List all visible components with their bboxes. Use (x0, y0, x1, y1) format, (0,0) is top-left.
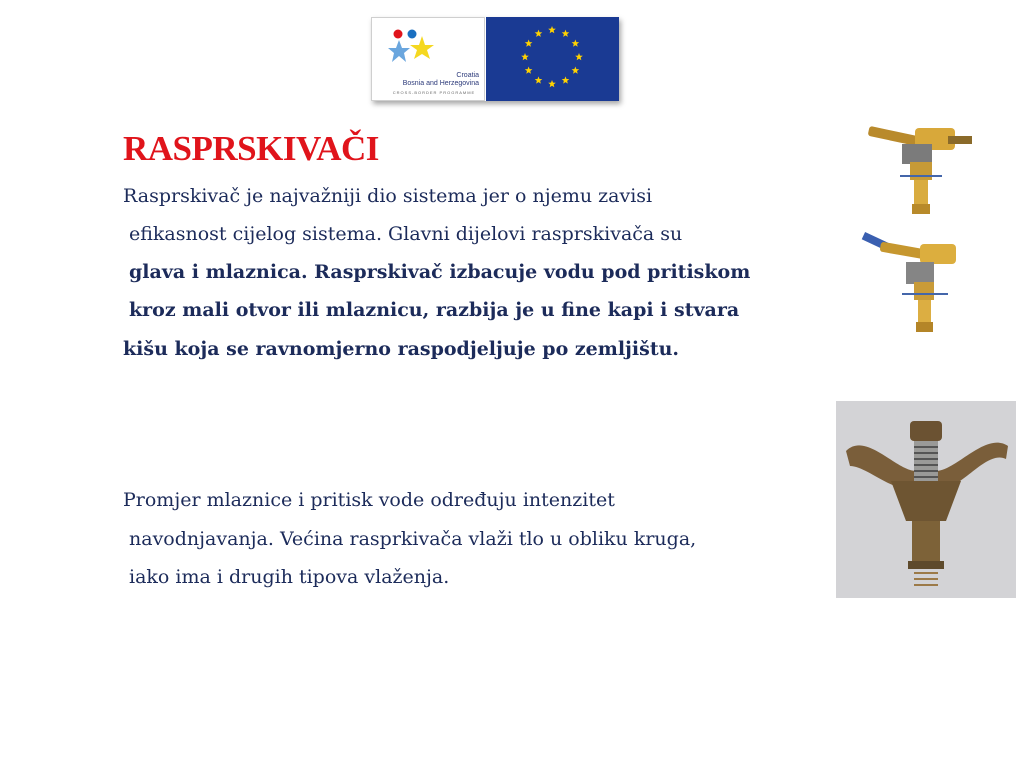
programme-country-1: Croatia (456, 72, 479, 79)
eu-star-icon (535, 76, 543, 83)
eu-star-icon (535, 30, 543, 37)
paragraph1-line-2: efikasnost cijelog sistema. Glavni dijelovi rasprskivača su (129, 223, 683, 245)
eu-star-icon (575, 53, 583, 60)
eu-star-icon (572, 67, 580, 74)
eu-star-icon (572, 40, 580, 47)
paragraph2-line-1: Promjer mlaznice i pritisk vode određuju intenzitet (123, 489, 615, 511)
programme-countries (384, 72, 479, 88)
paragraph1-line-4: kroz mali otvor ili mlaznicu, razbija je u fine kapi i stvara (129, 299, 740, 321)
programme-subtext: CROSS-BORDER PROGRAMME (392, 90, 476, 95)
eu-star-icon (548, 26, 556, 33)
impact-sprinkler-icon (858, 230, 976, 334)
page-title: RASPRSKIVAČI (123, 129, 379, 168)
paragraph2-line-2: navodnjavanja. Većina rasprkivača vlaži tlo u obliku kruga, (129, 528, 697, 550)
eu-star-icon (562, 30, 570, 37)
eu-star-icon (525, 40, 533, 47)
eu-stars-icon (486, 17, 619, 101)
sprinkler-photo-2 (858, 230, 976, 334)
programme-country-2: Bosnia and Herzegovina (402, 80, 479, 87)
eu-flag-logo (486, 17, 619, 101)
eu-star-icon (562, 76, 570, 83)
sprinkler-photo-1 (860, 118, 978, 218)
ipa-programme-logo (371, 17, 485, 101)
eu-star-icon (548, 80, 556, 87)
brass-sprinkler-icon (836, 401, 1016, 598)
paragraph1-line-3: glava i mlaznica. Rasprskivač izbacuje vodu pod pritiskom (129, 261, 751, 283)
impact-sprinkler-icon (860, 118, 978, 218)
paragraph1-line-5: kišu koja se ravnomjerno raspodjeljuje po zemljištu. (123, 338, 680, 360)
paragraph1-line-1: Rasprskivač je najvažniji dio sistema jer o njemu zavisi (123, 185, 653, 207)
brass-sprinkler-photo (836, 401, 1016, 598)
eu-star-icon (525, 67, 533, 74)
eu-star-icon (521, 53, 529, 60)
logo-bar (371, 17, 619, 101)
paragraph2-line-3: iako ima i drugih tipova vlaženja. (129, 566, 450, 588)
